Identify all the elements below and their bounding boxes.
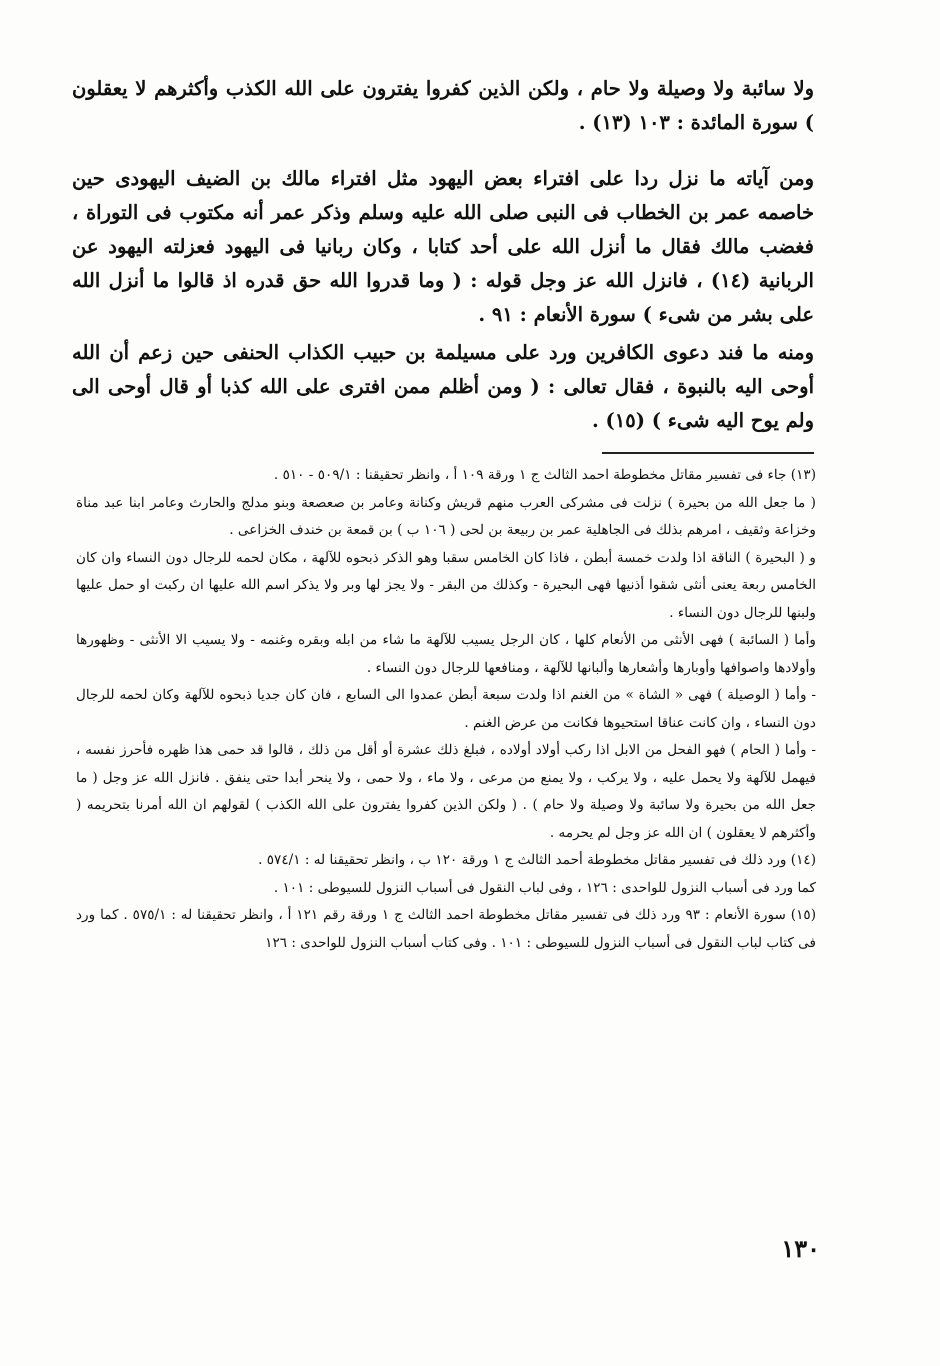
footnote-separator: [602, 452, 814, 454]
footnote-14-sources: كما ورد فى أسباب النزول للواحدى : ١٢٦ ، وفى لباب النقول فى أسباب النزول للسيوطى : ١٠١ .: [273, 879, 816, 896]
footnotes-section: [76, 462, 816, 957]
footnote-15: (١٥) سورة الأنعام : ٩٣ ورد ذلك فى تفسير مقاتل مخطوطة احمد الثالث ج ١ ورقة رقم ١٢١ أ ، وانظر تحقيقنا له : ٥٧٥/١ . كما ورد فى كتاب لباب النقول فى أسباب النزول للسيوطى : ١٠١ . وفى كتاب أسباب النزول للواحدى : ١٢٦: [76, 907, 816, 951]
paragraph-text: ولا سائبة ولا وصيلة ولا حام ، ولكن الذين كفروا يفترون على الله الكذب وأكثرهم لا يعقلون ) سورة المائدة : ١٠٣ (١٣) .: [72, 77, 814, 134]
body-paragraph-3: [72, 336, 814, 438]
page-number: ١٣٠: [781, 1234, 820, 1263]
footnote-13: (١٣) جاء فى تفسير مقاتل مخطوطة احمد الثالث ج ١ ورقة ١٠٩ أ ، وانظر تحقيقنا : ٥٠٩/١ - ٥١٠ .: [273, 467, 816, 483]
paragraph-text: ومنه ما فند دعوى الكافرين ورد على مسيلمة بن حبيب الكذاب الحنفى حين زعم أن الله أوحى اليه بالنبوة ، فقال تعالى : ( ومن أظلم ممن افترى على الله كذبا أو قال أوحى الى ولم يوح اليه شىء ) (١٥) .: [72, 341, 814, 432]
footnote-14: (١٤) ورد ذلك فى تفسير مقاتل مخطوطة أحمد الثالث ج ١ ورقة ١٢٠ ب ، وانظر تحقيقنا له : ٥٧٤/١ .: [258, 852, 816, 868]
paragraph-text: ومن آياته ما نزل ردا على افتراء بعض اليهود مثل افتراء مالك بن الضيف اليهودى حين خاصمه عمر بن الخطاب فى النبى صلى الله عليه وسلم وذكر عمر أنه مكتوب فى التوراة ، فغضب مالك فقال ما أنزل الله على أحد كتابا ، وكان ربانيا فى اليهود فعزلته اليهود عن الربانية (١٤) ، فانزل الله عز وجل قوله : ( وما قدروا الله حق قدره اذ قالوا ما أنزل الله على بشر من شىء ) سورة الأنعام : ٩١ .: [72, 167, 814, 326]
footnote-13-saiba-definition: وأما ( السائبة ) فهى الأنثى من الأنعام كلها ، كان الرجل يسيب للآلهة ما شاء من ابله وبقره وغنمه - ولا يسيب الا الأنثى - وظهورها وأولادها واصوافها وأوبارها وأشعارها وألبانها للآلهة ، ومنافعها للرجال دون النساء .: [76, 632, 816, 676]
footnote-13-bahira-note: ( ما جعل الله من بحيرة ) نزلت فى مشركى العرب منهم قريش وكنانة وعامر بن صعصعة وبنو مدلج والحارث وعامر ابنا عبد مناة وخزاعة وثقيف ، امرهم بذلك فى الجاهلية عمر بن ربيعة بن لحى ( ١٠٦ ب ) بن قمعة بن خندف الخزاعى .: [76, 494, 816, 538]
footnote-13-bahira-definition: و ( البحيرة ) الناقة اذا ولدت خمسة أبطن ، فاذا كان الخامس سقبا وهو الذكر ذبحوه للآلهة ، مكان لحمه للرجال دون النساء وان كان الخامس ربعة يعنى أنثى شقوا أذنيها فهى البحيرة - وكذلك من البقر - ولا يجز لها وبر ولا يذكر اسم الله عليها ان ركبت او حمل عليها ولبنها للرجال دون النساء .: [76, 549, 816, 621]
body-paragraph-2: [72, 162, 814, 332]
footnote-13-wasila-definition: - وأما ( الوصيلة ) فهى « الشاة » من الغنم اذا ولدت سبعة أبطن عمدوا الى السابع ، فان كان جديا ذبحوه للآلهة وكان لحمه للرجال دون النساء ، وان كانت عناقا استحيوها فكانت من عرض الغنم .: [76, 687, 816, 731]
footnote-13-ham-definition: - وأما ( الحام ) فهو الفحل من الابل اذا ركب أولاد أولاده ، فبلغ ذلك عشرة أو أقل من ذلك ، قالوا قد حمى هذا ظهره فأحرز نفسه ، فيهمل للآلهة ولا يحمل عليه ، ولا يركب ، ولا يمنع من مرعى ، ولا ماء ، ولا حمى ، ولا ينحر أبدا حتى ينفق . فانزل الله عز وجل ( ما جعل الله من بحيرة ولا سائبة ولا وصيلة ولا حام ) . ( ولكن الذين كفروا يفترون على الله الكذب ) لقولهم ان الله أمرنا بتحريمه ( وأكثرهم لا يعقلون ) ان الله عز وجل لم يحرمه .: [76, 742, 816, 841]
body-paragraph-1: [72, 72, 814, 140]
